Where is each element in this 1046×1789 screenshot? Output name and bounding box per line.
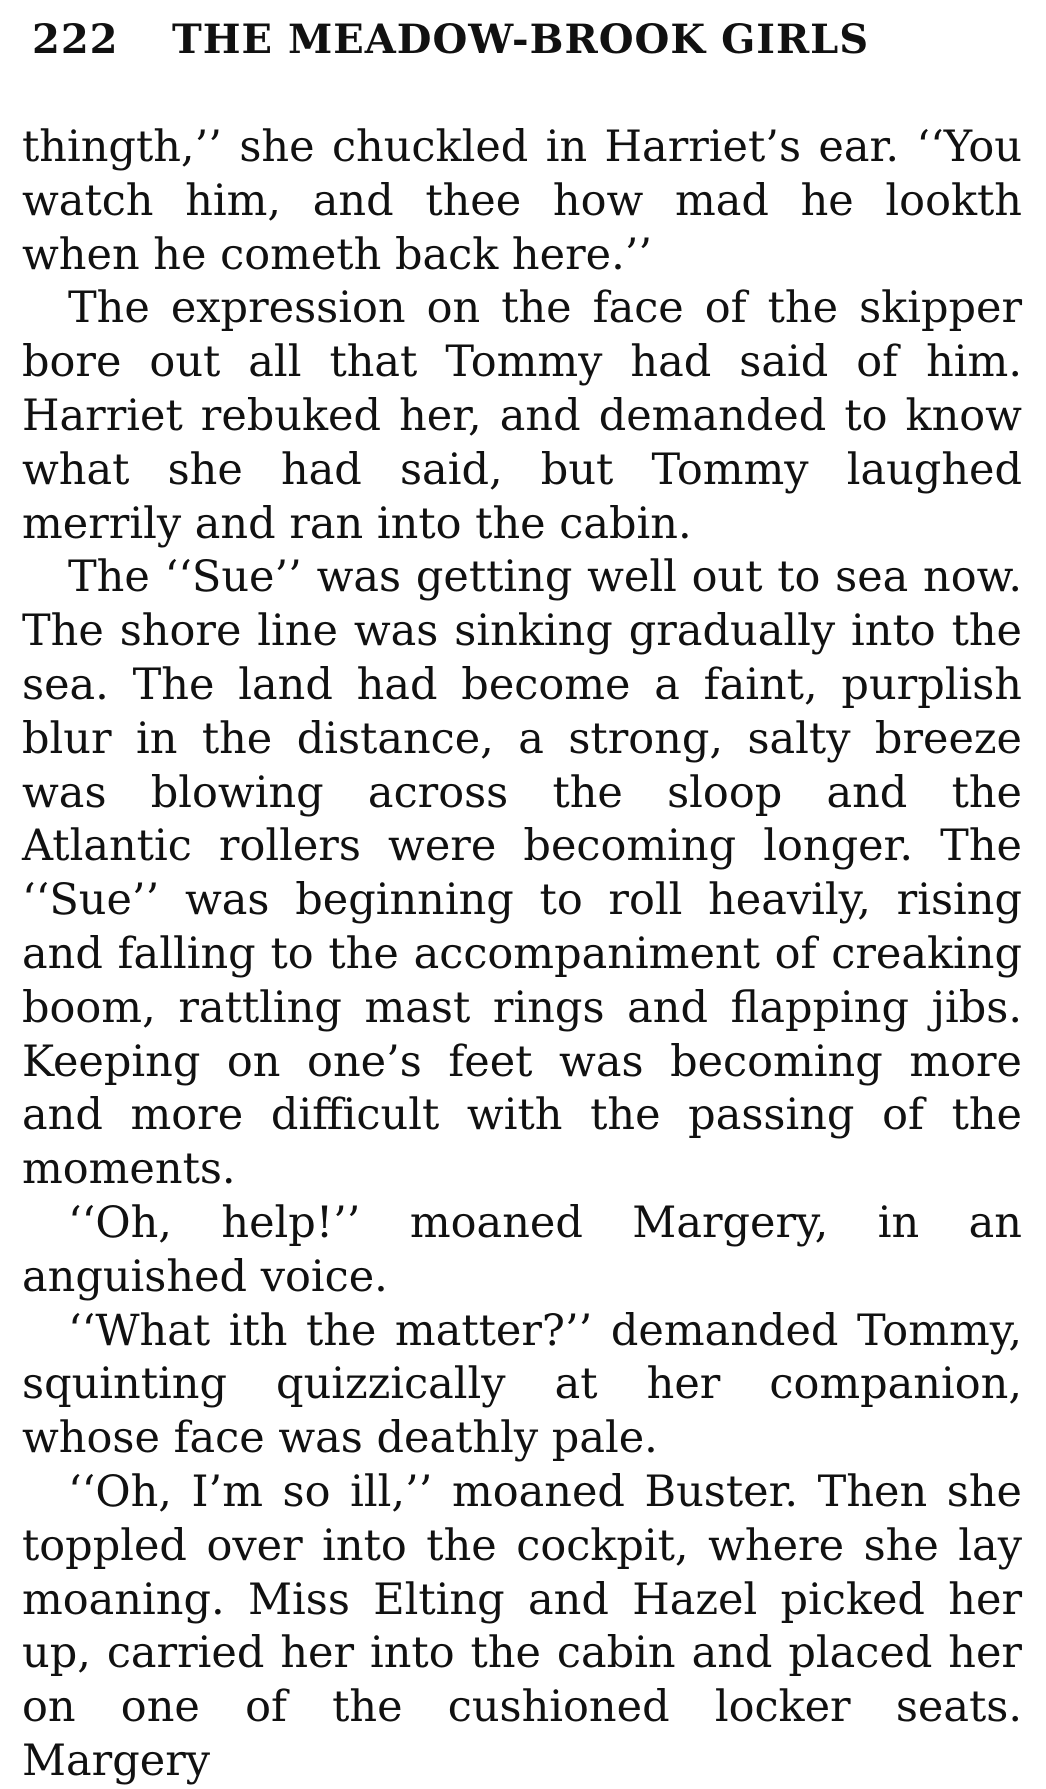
paragraph-sea-description: The ‘‘Sue’’ was getting well out to sea now. The shore line was sinking gradually into the sea. The land had become a faint, purplish blur in the distance, a strong, salty breeze was blowing across the sloop and the Atlantic rollers were becoming longer. The ‘‘Sue’’ was beginning to roll heavily, rising and falling to the accompaniment of creaking boom, rattling mast rings and flapping jibs. Keeping on one’s feet was becoming more and more difficult with the passing of the moments. — [22, 552, 1022, 1195]
paragraph-tommy-question: ‘‘What ith the matter?’’ demanded Tommy, squinting quizzically at her companion, whose face was deathly pale. — [22, 1305, 1022, 1464]
body-text — [22, 121, 1022, 1789]
page-header — [22, 0, 1026, 96]
paragraph-skipper-expression: The expression on the face of the skipper bore out all that Tommy had said of him. Harriet rebuked her, and demanded to know what she had said, but Tommy laughed merrily and ran into the cabin. — [22, 283, 1022, 549]
running-title: THE MEADOW-BROOK GIRLS — [172, 16, 870, 63]
paragraph-buster-ill: ‘‘Oh, I’m so ill,’’ moaned Buster. Then she toppled over into the cockpit, where she lay moaning. Miss Elting and Hazel picked her up, carried her into the cabin and placed her on one of the cushioned locker seats. Margery — [22, 1466, 1022, 1786]
page-number: 222 — [32, 16, 119, 63]
paragraph-margery-help: ‘‘Oh, help!’’ moaned Margery, in an anguished voice. — [22, 1197, 1022, 1302]
paragraph-continuation: thingth,’’ she chuckled in Harriet’s ear. ‘‘You watch him, and thee how mad he lookth when he cometh back here.’’ — [22, 122, 1022, 280]
